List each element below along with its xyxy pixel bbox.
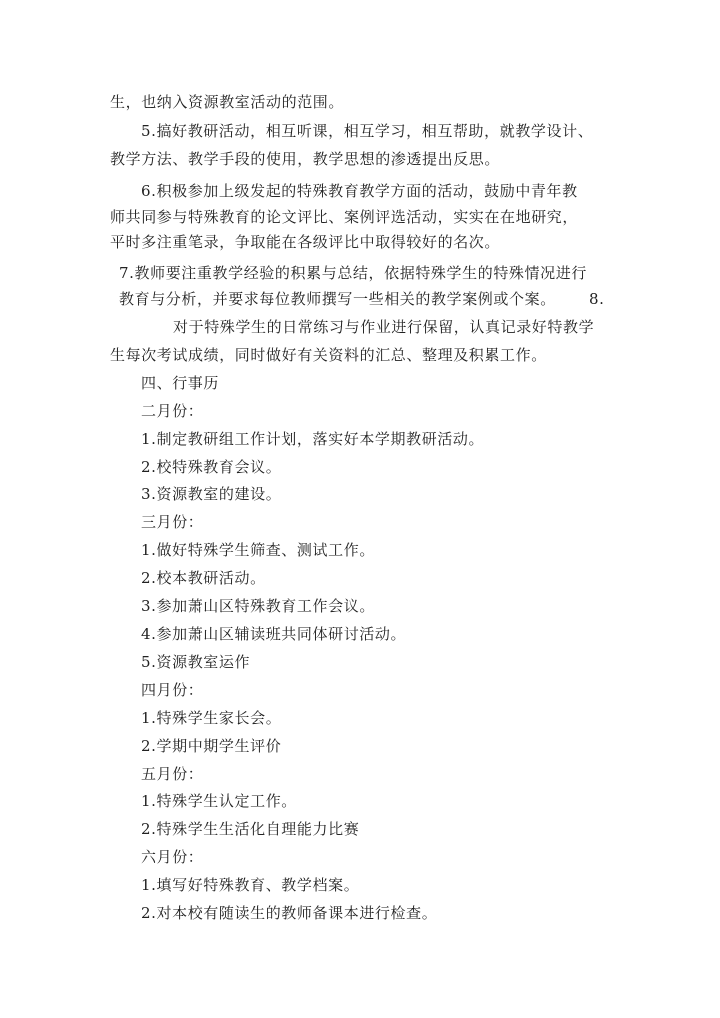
month-heading: 五月份： [141, 765, 204, 783]
month-heading: 六月份： [141, 848, 204, 866]
month-heading: 二月份： [141, 402, 204, 420]
text-line: 6.积极参加上级发起的特殊教育教学方面的活动，鼓励中青年教 [141, 182, 578, 200]
list-item: 4.参加萧山区辅读班共同体研讨活动。 [141, 625, 407, 643]
text-line: 教学方法、教学手段的使用，教学思想的渗透提出反思。 [110, 150, 501, 168]
list-item: 3.资源教室的建设。 [141, 485, 282, 503]
text-line: 生每次考试成绩，同时做好有关资料的汇总、整理及积累工作。 [110, 346, 547, 364]
list-item: 3.参加萧山区特殊教育工作会议。 [141, 597, 375, 615]
list-item: 2.校特殊教育会议。 [141, 458, 282, 476]
section-heading: 四、行事历 [141, 374, 220, 392]
list-item: 2.校本教研活动。 [141, 569, 266, 587]
list-item: 1.特殊学生认定工作。 [141, 792, 297, 810]
list-item: 1.做好特殊学生筛查、测试工作。 [141, 541, 375, 559]
list-item: 2.特殊学生生活化自理能力比赛 [141, 820, 360, 838]
month-heading: 四月份： [141, 681, 204, 699]
text-line: 教育与分析，并要求每位教师撰写一些相关的教学案例或个案。 [119, 290, 556, 308]
month-heading: 三月份： [141, 513, 204, 531]
list-item: 2.对本校有随读生的教师备课本进行检查。 [141, 904, 438, 922]
list-item: 1.特殊学生家长会。 [141, 709, 282, 727]
list-item: 5.资源教室运作 [141, 653, 251, 671]
text-line: 7.教师要注重教学经验的积累与总结，依据特殊学生的特殊情况进行 [119, 264, 587, 282]
text-line: 生，也纳入资源教室活动的范围。 [110, 93, 345, 111]
text-line: 师共同参与特殊教育的论文评比、案例评选活动，实实在在地研究， [110, 208, 579, 226]
list-item: 1.填写好特殊教育、教学档案。 [141, 876, 360, 894]
text-line: 8. [589, 290, 605, 308]
list-item: 2.学期中期学生评价 [141, 737, 282, 755]
list-item: 1.制定教研组工作计划，落实好本学期教研活动。 [141, 430, 485, 448]
text-line: 平时多注重笔录，争取能在各级评比中取得较好的名次。 [110, 233, 501, 251]
text-line: 对于特殊学生的日常练习与作业进行保留，认真记录好特教学 [173, 318, 595, 336]
text-line: 5.搞好教研活动，相互听课，相互学习，相互帮助，就教学设计、 [141, 122, 594, 140]
